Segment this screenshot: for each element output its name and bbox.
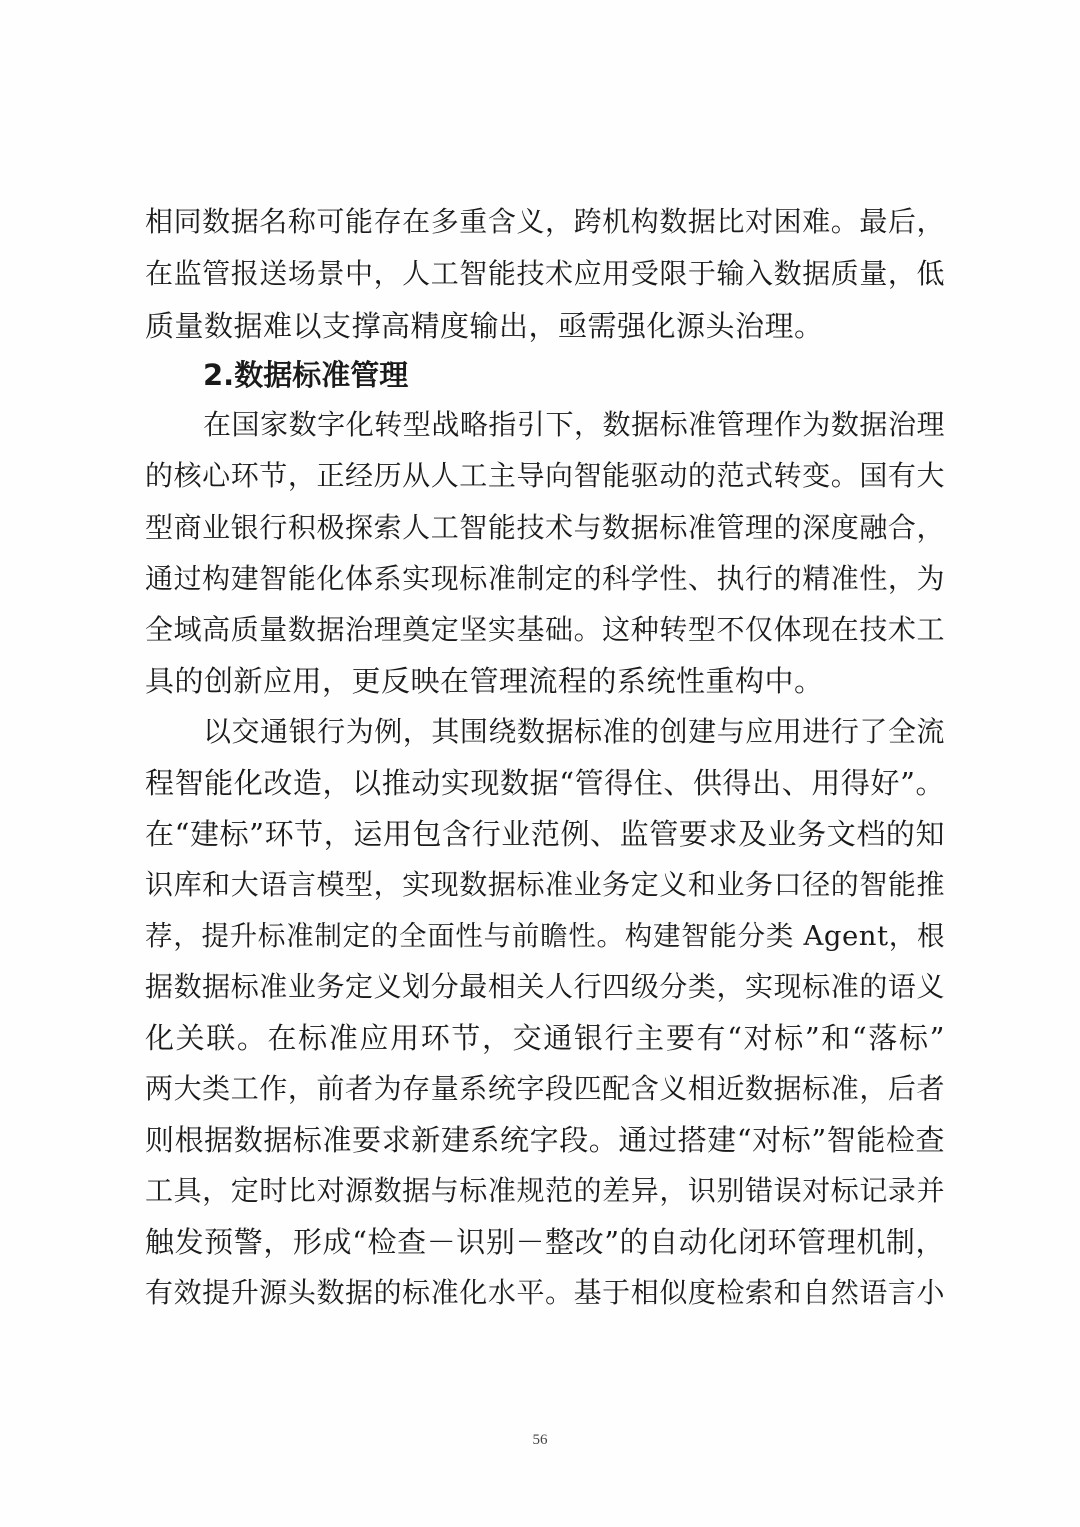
page-number: 56 [532,1432,548,1448]
paragraph-line: 型商业银行积极探索人工智能技术与数据标准管理的深度融合， [145,511,945,544]
paragraph-line: 在监管报送场景中，人工智能技术应用受限于输入数据质量，低 [145,257,945,290]
paragraph-line: 两大类工作，前者为存量系统字段匹配含义相近数据标准，后者 [145,1072,945,1105]
paragraph-line: 有效提升源头数据的标准化水平。基于相似度检索和自然语言小 [145,1276,945,1309]
paragraph-line: 则根据数据标准要求新建系统字段。通过搭建“对标”智能检查 [145,1123,945,1157]
paragraph-line: 程智能化改造，以推动实现数据“管得住、供得出、用得好”。 [145,766,945,800]
paragraph-line: 化关联。在标准应用环节，交通银行主要有“对标”和“落标” [145,1021,945,1055]
paragraph-line: 以交通银行为例，其围绕数据标准的创建与应用进行了全流 [203,715,945,748]
paragraph-line: 在“建标”环节，运用包含行业范例、监管要求及业务文档的知 [145,817,945,851]
section-heading: 2.数据标准管理 [203,358,409,392]
paragraph-line: 工具，定时比对源数据与标准规范的差异，识别错误对标记录并 [145,1174,945,1207]
paragraph-line: 通过构建智能化体系实现标准制定的科学性、执行的精准性，为 [145,562,945,595]
paragraph-line: 相同数据名称可能存在多重含义，跨机构数据比对困难。最后， [145,205,945,238]
paragraph-line: 具的创新应用，更反映在管理流程的系统性重构中。 [145,664,824,698]
paragraph-line: 荐，提升标准制定的全面性与前瞻性。构建智能分类 Agent，根 [145,920,945,952]
paragraph-line: 的核心环节，正经历从人工主导向智能驱动的范式转变。国有大 [145,459,945,492]
paragraph-line: 质量数据难以支撑高精度输出，亟需强化源头治理。 [145,309,824,343]
paragraph-line: 在国家数字化转型战略指引下，数据标准管理作为数据治理 [203,408,945,441]
paragraph-line: 据数据标准业务定义划分最相关人行四级分类，实现标准的语义 [145,970,945,1003]
paragraph-line: 识库和大语言模型，实现数据标准业务定义和业务口径的智能推 [145,868,945,901]
paragraph-line: 触发预警，形成“检查－识别－整改”的自动化闭环管理机制， [145,1225,945,1259]
paragraph-line: 全域高质量数据治理奠定坚实基础。这种转型不仅体现在技术工 [145,613,945,646]
